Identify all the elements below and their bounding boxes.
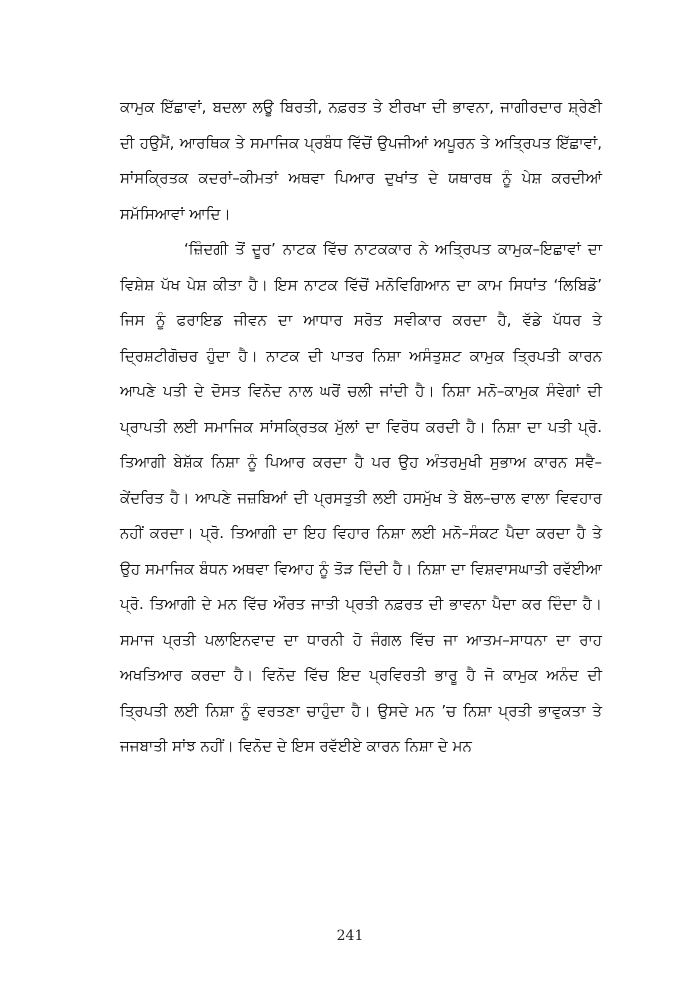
paragraph-1: ਕਾਮੁਕ ਇੱਛਾਵਾਂ, ਬਦਲਾ ਲਊ ਬਿਰਤੀ, ਨਫ਼ਰਤ ਤੇ ਈਰਖਾ ਦੀ ਭਾਵਨਾ, ਜਾਗੀਰਦਾਰ ਸ਼੍ਰੇਣੀ ਦੀ ਹਉਮੈਂ, ਆਰਥਿਕ ਤੇ ਸਮਾਜਿਕ ਪ੍ਰਬੰਧ ਵਿੱਚੋਂ ਉਪਜੀਆਂ ਅਪੂਰਨ ਤੇ ਅਤ੍ਰਿਪਤ ਇੱਛਾਵਾਂ, ਸਾਂਸਕ੍ਰਿਤਕ ਕਦਰਾਂ–ਕੀਮਤਾਂ ਅਥਵਾ ਪਿਆਰ ਦੁਖਾਂਤ ਦੇ ਯਥਾਰਥ ਨੂੰ ਪੇਸ਼ ਕਰਦੀਆਂ ਸਮੱਸਿਆਵਾਂ ਆਦਿ। bbox=[120, 98, 602, 223]
page-number: 241 bbox=[336, 928, 364, 944]
paragraph-2: ‘ਜ਼ਿੰਦਗੀ ਤੋਂ ਦੂਰ’ ਨਾਟਕ ਵਿੱਚ ਨਾਟਕਕਾਰ ਨੇ ਅਤ੍ਰਿਪਤ ਕਾਮੁਕ–ਇਛਾਵਾਂ ਦਾ ਵਿਸ਼ੇਸ਼ ਪੱਖ ਪੇਸ਼ ਕੀਤਾ ਹੈ। ਇਸ ਨਾਟਕ ਵਿੱਚੋਂ ਮਨੋਵਿਗਿਆਨ ਦਾ ਕਾਮ ਸਿਧਾਂਤ ‘ਲਿਬਿਡੋ’ ਜਿਸ ਨੂੰ ਫਰਾਇਡ ਜੀਵਨ ਦਾ ਆਧਾਰ ਸਰੋਤ ਸਵੀਕਾਰ ਕਰਦਾ ਹੈ, ਵੱਡੇ ਪੱਧਰ ਤੇ ਦ੍ਰਿਸ਼ਟੀਗੋਚਰ ਹੁੰਦਾ ਹੈ। ਨਾਟਕ ਦੀ ਪਾਤਰ ਨਿਸ਼ਾ ਅਸੰਤੁਸ਼ਟ ਕਾਮੁਕ ਤ੍ਰਿਪਤੀ ਕਾਰਨ ਆਪਣੇ ਪਤੀ ਦੇ ਦੋਸਤ ਵਿਨੋਦ ਨਾਲ ਘਰੋਂ ਚਲੀ ਜਾਂਦੀ ਹੈ। ਨਿਸ਼ਾ ਮਨੋ–ਕਾਮੁਕ ਸੰਵੇਗਾਂ ਦੀ ਪ੍ਰਾਪਤੀ ਲਈ ਸਮਾਜਿਕ ਸਾਂਸਕ੍ਰਿਤਕ ਮੁੱਲਾਂ ਦਾ ਵਿਰੋਧ ਕਰਦੀ ਹੈ। ਨਿਸ਼ਾ ਦਾ ਪਤੀ ਪ੍ਰੋ. ਤਿਆਗੀ ਬੇਸ਼ੱਕ ਨਿਸ਼ਾ ਨੂੰ ਪਿਆਰ ਕਰਦਾ ਹੈ ਪਰ ਉਹ ਅੰਤਰਮੁਖੀ ਸੁਭਾਅ ਕਾਰਨ ਸਵੈ–ਕੇਂਦਰਿਤ ਹੈ। ਆਪਣੇ ਜਜ਼ਬਿਆਂ ਦੀ ਪ੍ਰਸਤੁਤੀ ਲਈ ਹਸਮੁੱਖ ਤੇ ਬੋਲ–ਚਾਲ ਵਾਲਾ ਵਿਵਹਾਰ ਨਹੀਂ ਕਰਦਾ। ਪ੍ਰੋ. ਤਿਆਗੀ ਦਾ ਇਹ ਵਿਹਾਰ ਨਿਸ਼ਾ ਲਈ ਮਨੋ–ਸੰਕਟ ਪੈਦਾ ਕਰਦਾ ਹੈ ਤੇ ਉਹ ਸਮਾਜਿਕ ਬੰਧਨ ਅਥਵਾ ਵਿਆਹ ਨੂੰ ਤੋੜ ਦਿੰਦੀ ਹੈ। ਨਿਸ਼ਾ ਦਾ ਵਿਸ਼ਵਾਸਘਾਤੀ ਰਵੱਈਆ ਪ੍ਰੋ. ਤਿਆਗੀ ਦੇ ਮਨ ਵਿੱਚ ਔਰਤ ਜਾਤੀ ਪ੍ਰਤੀ ਨਫ਼ਰਤ ਦੀ ਭਾਵਨਾ ਪੈਦਾ ਕਰ ਦਿੰਦਾ ਹੈ। ਸਮਾਜ ਪ੍ਰਤੀ ਪਲਾਇਨਵਾਦ ਦਾ ਧਾਰਨੀ ਹੋ ਜੰਗਲ ਵਿੱਚ ਜਾ ਆਤਮ–ਸਾਧਨਾ ਦਾ ਰਾਹ ਅਖਤਿਆਰ ਕਰਦਾ ਹੈ। ਵਿਨੋਦ ਵਿੱਚ ਇਦ ਪ੍ਰਵਿਰਤੀ ਭਾਰੂ ਹੈ ਜੋ ਕਾਮੁਕ ਅਨੰਦ ਦੀ ਤ੍ਰਿਪਤੀ ਲਈ ਨਿਸ਼ਾ ਨੂੰ ਵਰਤਣਾ ਚਾਹੁੰਦਾ ਹੈ। ਉਸਦੇ ਮਨ ’ਚ ਨਿਸ਼ਾ ਪ੍ਰਤੀ ਭਾਵੁਕਤਾ ਤੇ ਜਜਬਾਤੀ ਸਾਂਝ ਨਹੀਂ। ਵਿਨੋਦ ਦੇ ਇਸ ਰਵੱਈਏ ਕਾਰਨ ਨਿਸ਼ਾ ਦੇ ਮਨ bbox=[120, 240, 602, 755]
body-text bbox=[120, 90, 602, 765]
